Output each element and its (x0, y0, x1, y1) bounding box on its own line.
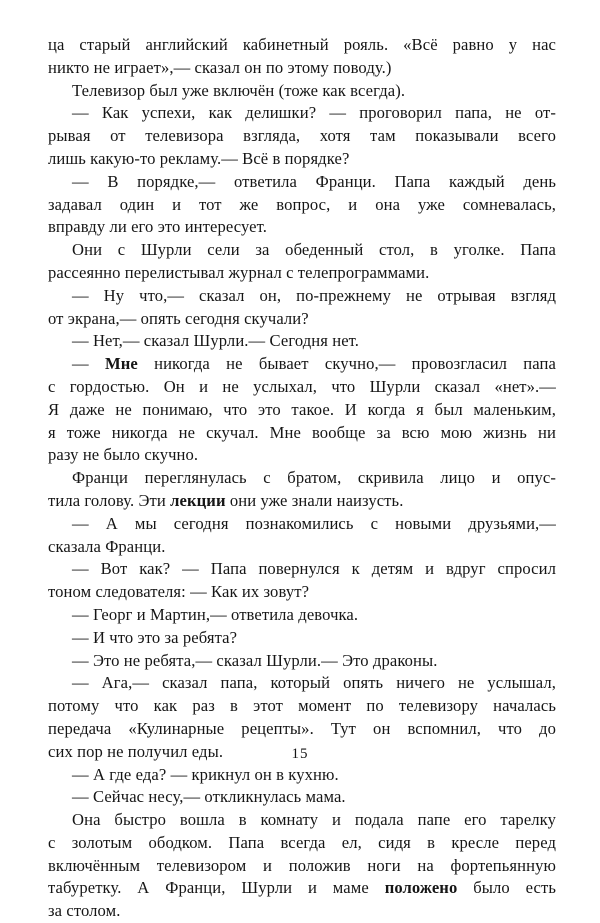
text-line: — Как успехи, как делишки? — проговорил папа, не от- (72, 103, 556, 123)
text-line: рассеянно перелистывал журнал с телепрограммами. (48, 262, 430, 282)
text-line: ца старый английский кабинетный рояль. «Всё равно у нас (48, 35, 556, 54)
text-line: Она быстро вошла в комнату и подала папе его тарелку (72, 810, 556, 830)
text-line: — И что это за ребята? (72, 627, 238, 647)
page-text (48, 34, 556, 923)
text-line: потому что как раз в этот момент по телевизору началась (48, 696, 556, 716)
text-line: — В порядке,— ответила Франци. Папа каждый день (72, 171, 556, 191)
text-line: сих пор не получил еды. (48, 741, 224, 761)
emphasis-text: положено (384, 878, 458, 898)
text-line: — Ага,— сказал папа, который опять ничего не услышал, (72, 673, 556, 693)
emphasis-text: Мне (104, 354, 138, 374)
text-line: передача «Кулинарные рецепты». Тут он вспомнил, что до (48, 718, 556, 738)
text-line: — Мне никогда не бывает скучно,— провозгласил папа (72, 354, 556, 374)
text-line: задавал один и тот же вопрос, и она уже сомневалась, (48, 194, 556, 214)
text-line: с золотым ободком. Папа всегда ел, сидя в кресле перед (48, 832, 556, 852)
text-line: тоном следователя: — Как их зовут? (48, 582, 310, 602)
text-line: — Ну что,— сказал он, по-прежнему не отрывая взгляд (72, 285, 556, 305)
text-line: лишь какую-то рекламу.— Всё в порядке? (48, 148, 350, 168)
page-number: 15 (291, 746, 309, 762)
text-line: рывая от телевизора взгляда, хотя там показывали всего (48, 126, 556, 146)
text-line: — Сейчас несу,— откликнулась мама. (72, 787, 346, 807)
text-line: никто не играет»,— сказал он по этому поводу.) (48, 57, 392, 77)
text-line: вправду ли его это интересует. (48, 217, 267, 237)
text-line: от экрана,— опять сегодня скучали? (48, 308, 309, 328)
text-line: включённым телевизором и положив ноги на фортепьянную (48, 855, 556, 875)
text-line: — Нет,— сказал Шурли.— Сегодня нет. (72, 331, 360, 351)
text-line: — А где еда? — крикнул он в кухню. (72, 764, 339, 784)
text-line: с гордостью. Он и не услыхал, что Шурли сказал «нет».— (48, 376, 556, 396)
text-line: Франци переглянулась с братом, скривила лицо и опус- (72, 468, 556, 488)
text-line: Телевизор был уже включён (тоже как всегда). (72, 80, 406, 100)
text-line: — Вот как? — Папа повернулся к детям и вдруг спросил (72, 559, 556, 579)
text-line: разу не было скучно. (48, 445, 199, 465)
text-line: табуретку. А Франци, Шурли и маме положено было есть (48, 878, 556, 898)
text-line: — Это не ребята,— сказал Шурли.— Это драконы. (72, 650, 438, 670)
text-line: я тоже никогда не скучал. Мне вообще за всю мою жизнь ни (48, 422, 556, 442)
text-line: за столом. (48, 901, 121, 921)
text-line: Я даже не понимаю, что это такое. И когда я был маленьким, (48, 399, 556, 419)
text-line: — А мы сегодня познакомились с новыми друзьями,— (72, 513, 556, 533)
text-line: тила голову. Эти лекции они уже знали наизусть. (48, 490, 404, 510)
emphasis-text: лекции (170, 490, 226, 510)
text-line: Они с Шурли сели за обеденный стол, в уголке. Папа (72, 240, 556, 260)
text-line: — Георг и Мартин,— ответила девочка. (72, 604, 359, 624)
text-line: сказала Франци. (48, 536, 166, 556)
